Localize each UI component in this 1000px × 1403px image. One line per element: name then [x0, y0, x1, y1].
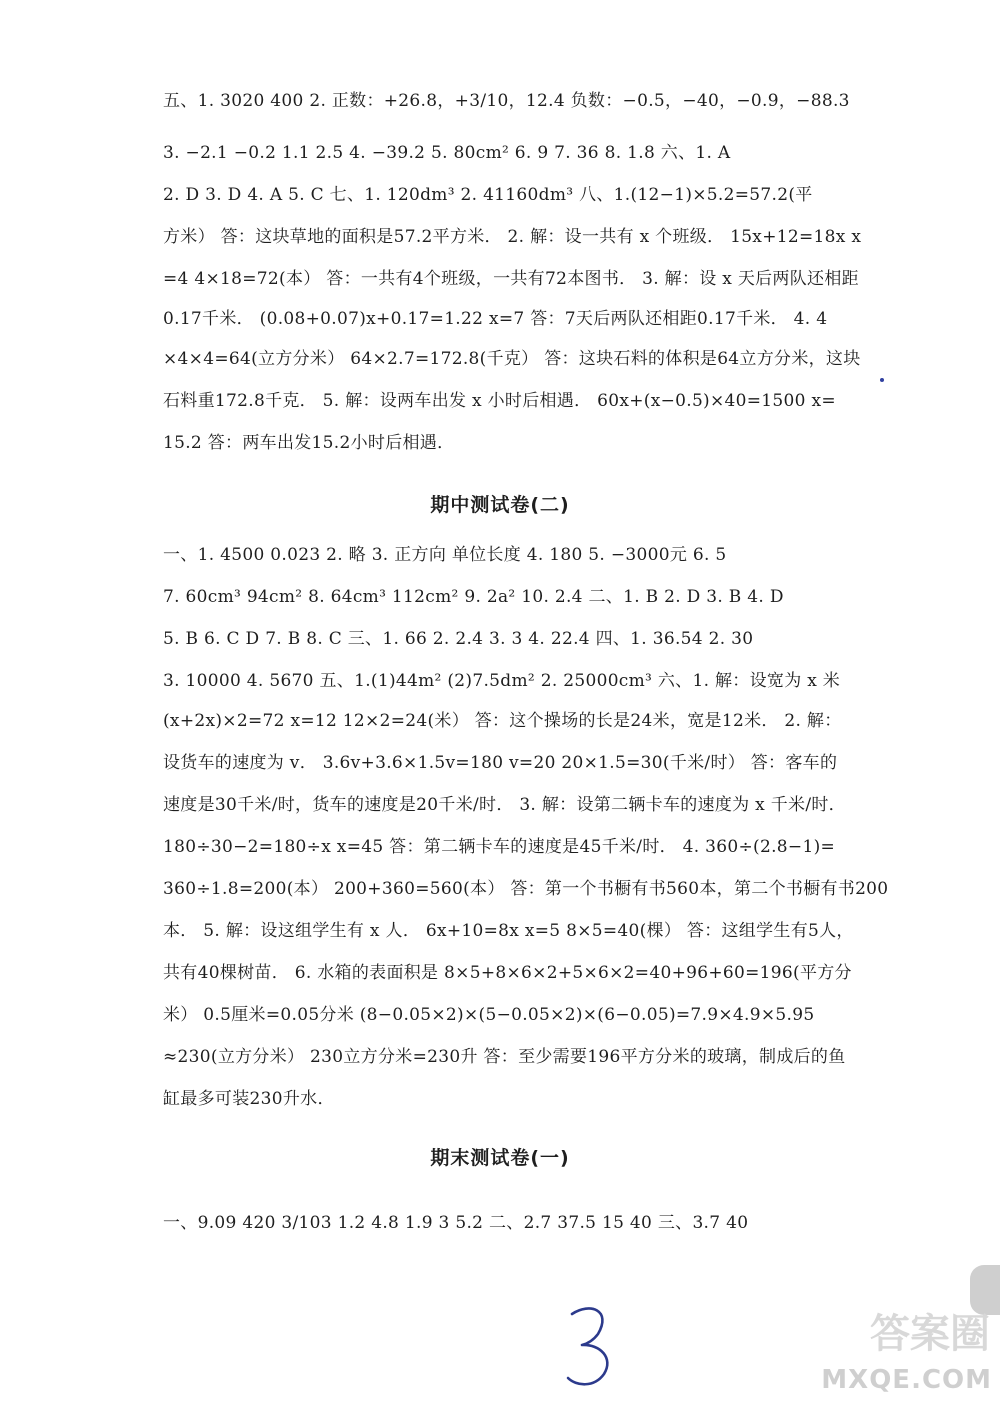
answer-line: ≈230(立方分米） 230立方分米=230升 答：至少需要196平方分米的玻璃，制成后的鱼 [163, 1047, 846, 1067]
answer-line: 5. B 6. C D 7. B 8. C 三、1. 66 2. 2.4 3. 3 4. 22.4 四、1. 36.54 2. 30 [163, 629, 754, 649]
section-heading: 期末测试卷(一) [430, 1147, 570, 1169]
watermark-site: MXQE.COM [821, 1365, 992, 1395]
answer-line: 速度是30千米/时，货车的速度是20千米/时． 3. 解：设第二辆卡车的速度为 x 千米/时． [163, 795, 846, 815]
watermark-logo: 答案圈 [870, 1311, 990, 1357]
answer-line: 设货车的速度为 v． 3.6v+3.6×1.5v=180 v=20 20×1.5=30(千米/时） 答：客车的 [163, 753, 838, 773]
answer-line: 180÷30−2=180÷x x=45 答：第二辆卡车的速度是45千米/时． 4. 360÷(2.8−1)= [163, 837, 836, 857]
answer-line: 一、1. 4500 0.023 2. 略 3. 正方向 单位长度 4. 180 5. −3000元 6. 5 [163, 545, 727, 565]
answer-line: (x+2x)×2=72 x=12 12×2=24(米） 答：这个操场的长是24米，宽是12米． 2. 解： [163, 711, 842, 731]
answer-line: 石料重172.8千克． 5. 解：设两车出发 x 小时后相遇． 60x+(x−0.5)×40=1500 x= [163, 391, 836, 411]
answer-line: 五、1. 3020 400 2. 正数：+26.8，+3/10，12.4 负数：−0.5，−40，−0.9，−88.3 [163, 91, 850, 111]
answer-line: 2. D 3. D 4. A 5. C 七、1. 120dm³ 2. 41160dm³ 八、1.(12−1)×5.2=57.2(平 [163, 185, 813, 205]
answer-line: 缸最多可装230升水． [163, 1089, 335, 1109]
answer-line: 本． 5. 解：设这组学生有 x 人． 6x+10=8x x=5 8×5=40(棵） 答：这组学生有5人， [163, 921, 854, 941]
answer-line: =4 4×18=72(本） 答：一共有4个班级，一共有72本图书． 3. 解：设 x 天后两队还相距 [163, 269, 859, 289]
answer-line: ×4×4=64(立方分米） 64×2.7=172.8(千克） 答：这块石料的体积是64立方分米，这块 [163, 349, 861, 369]
ink-dot [880, 378, 884, 382]
handwritten-page-number [560, 1300, 620, 1390]
answer-line: 3. −2.1 −0.2 1.1 2.5 4. −39.2 5. 80cm² 6. 9 7. 36 8. 1.8 六、1. A [163, 143, 731, 163]
answer-line: 7. 60cm³ 94cm² 8. 64cm³ 112cm² 9. 2a² 10. 2.4 二、1. B 2. D 3. B 4. D [163, 587, 784, 607]
answer-line: 共有40棵树苗． 6. 水箱的表面积是 8×5+8×6×2+5×6×2=40+96+60=196(平方分 [163, 963, 852, 983]
answer-line: 15.2 答：两车出发15.2小时后相遇． [163, 433, 455, 453]
answer-line: 3. 10000 4. 5670 五、1.(1)44m² (2)7.5dm² 2. 25000cm³ 六、1. 解：设宽为 x 米 [163, 671, 841, 691]
answer-line: 一、9.09 420 3/103 1.2 4.8 1.9 3 5.2 二、2.7 37.5 15 40 三、3.7 40 [163, 1213, 749, 1233]
answer-line: 360÷1.8=200(本） 200+360=560(本） 答：第一个书橱有书560本，第二个书橱有书200 [163, 879, 889, 899]
answer-line: 0.17千米． (0.08+0.07)x+0.17=1.22 x=7 答：7天后两队还相距0.17千米． 4. 4 [163, 309, 828, 329]
answer-line: 米） 0.5厘米=0.05分米 (8−0.05×2)×(5−0.05×2)×(6−0.05)=7.9×4.9×5.95 [163, 1005, 815, 1025]
answer-line: 方米） 答：这块草地的面积是57.2平方米． 2. 解：设一共有 x 个班级． 15x+12=18x x [163, 227, 862, 247]
section-heading: 期中测试卷(二) [430, 494, 570, 516]
watermark [815, 1255, 1000, 1403]
